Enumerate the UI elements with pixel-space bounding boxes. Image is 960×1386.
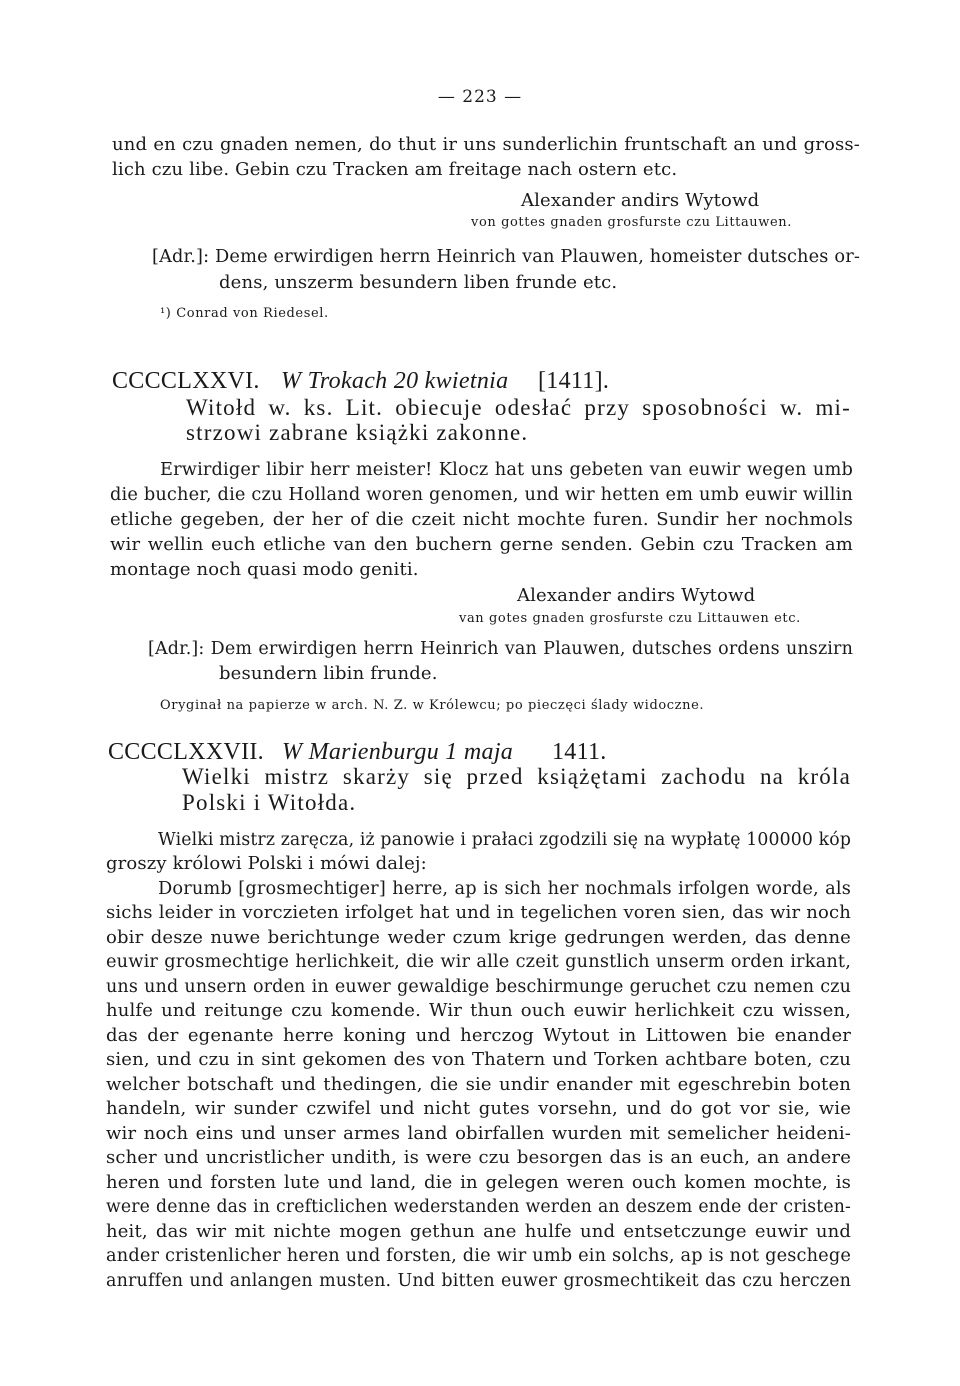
document-summary: Polski i Witołda. (182, 790, 357, 815)
text-line: heren und forsten lute und land, die in gelegen weren ouch komen mochte, is (106, 1172, 851, 1193)
text-line: und en czu gnaden nemen, do thut ir uns sunderlichin fruntschaft an und gross- (112, 134, 860, 155)
place-date: W Marienburgu 1 maja (282, 739, 514, 765)
footnote: ¹) Conrad von Riedesel. (160, 306, 329, 321)
document-summary: Witołd w. ks. Lit. obiecuje odesłać przy sposobności w. mi- (186, 395, 851, 420)
document-number: CCCCLXXVII. (108, 739, 264, 765)
text-line: das der egenante herre koning und herczog Wytout in Littowen bie enander (106, 1025, 851, 1046)
text-line: obir desze nuwe berichtunge weder czum krige gedrungen werden, das denne (106, 927, 851, 948)
text-line: Dorumb [grosmechtiger] herre, ap is sich her nochmals irfolgen worde, als (158, 879, 851, 899)
address-line: [Adr.]: Deme erwirdigen herrn Heinrich van Plauwen, homeister dutsches or- (152, 247, 860, 267)
text-line: uns und unsern orden in euwer gewaldige beschirmunge geruchet czu nemen czu (106, 977, 851, 997)
place-date: W Trokach 20 kwietnia (281, 368, 509, 394)
text-line: scher und uncristlicher undith, is were czu besorgen das is an euch, an andere (106, 1147, 851, 1168)
document-summary: Wielki mistrz skarży się przed książętami zachodu na króla (182, 764, 851, 789)
text-line: sichs leider in vorczieten irfolget hat und in tegelichen voren sien, das wir noch (106, 902, 851, 923)
text-line: ander cristenlicher heren und forsten, die wir umb ein solchs, ap is not geschege (106, 1246, 851, 1266)
text-line: wir wellin euch etliche van den buchern gerne senden. Gebin czu Tracken am (110, 534, 853, 555)
text-line: Erwirdiger libir herr meister! Klocz hat uns gebeten van euwir wegen umb (160, 460, 853, 480)
text-line: anruffen und anlangen musten. Und bitten euwer grosmechtikeit das czu herczen (106, 1271, 851, 1291)
text-line: euwir grosmechtige herlichkeit, die wir alle czeit gunstlich unserm orden irkant, (106, 952, 851, 972)
document-summary: strzowi zabrane książki zakonne. (186, 420, 529, 445)
text-line: sien, und czu in sint gekomen des von Thatern und Torken achtbare boten, czu (106, 1049, 851, 1070)
signature-title: von gottes gnaden grosfurste czu Littauwen. (471, 215, 793, 230)
address-line: [Adr.]: Dem erwirdigen herrn Heinrich van Plauwen, dutsches ordens unszirn (148, 639, 853, 659)
document-number: CCCCLXXVI. (112, 368, 260, 394)
signature-title: van gotes gnaden grosfurste czu Littauwen etc. (459, 611, 801, 626)
intro-line: groszy królowi Polski i mówi dalej: (106, 853, 427, 874)
text-line: were denne das in crefticlichen wederstanden werden an deszem ende der cristen- (106, 1197, 851, 1217)
intro-line: Wielki mistrz zaręcza, iż panowie i prałaci zgodzili się na wypłatę 100000 kóp (158, 830, 852, 850)
address-line: dens, unszerm besundern liben frunde etc. (219, 272, 618, 293)
text-line: handeln, wir sunder czwifel und nicht gutes vorsehn, und do got vor sie, wie (106, 1098, 851, 1119)
text-line: hulfe und reitunge czu komende. Wir thun ouch euwir herlichkeit czu wissen, (106, 1000, 851, 1021)
text-line: heit, das wir mit nichte mogen gethun ane hulfe und entsetczunge euwir und (106, 1221, 851, 1242)
document-year: [1411]. (538, 368, 610, 394)
text-line: wir noch eins und unser armes land obirfallen wurden mit semelicher heideni- (106, 1123, 851, 1144)
text-line: etliche gegeben, der her of die czeit nicht mochte furen. Sundir her nochmols (110, 509, 853, 530)
address-line: besundern libin frunde. (219, 663, 438, 684)
text-line: montage noch quasi modo geniti. (110, 559, 419, 580)
text-line: lich czu libe. Gebin czu Tracken am freitage nach ostern etc. (112, 159, 678, 180)
page-number: — 223 — (437, 87, 523, 107)
document-year: 1411. (552, 739, 607, 765)
signature: Alexander andirs Wytowd (517, 585, 756, 606)
source-note: Oryginał na papierze w arch. N. Z. w Królewcu; po pieczęci ślady widoczne. (160, 698, 705, 713)
signature: Alexander andirs Wytowd (521, 190, 760, 211)
text-line: die bucher, die czu Holland woren genomen, und wir hetten em umb euwir willin (110, 485, 853, 505)
text-line: welcher botschaft und thedingen, die sie undir enander mit egeschrebin boten (106, 1074, 851, 1095)
